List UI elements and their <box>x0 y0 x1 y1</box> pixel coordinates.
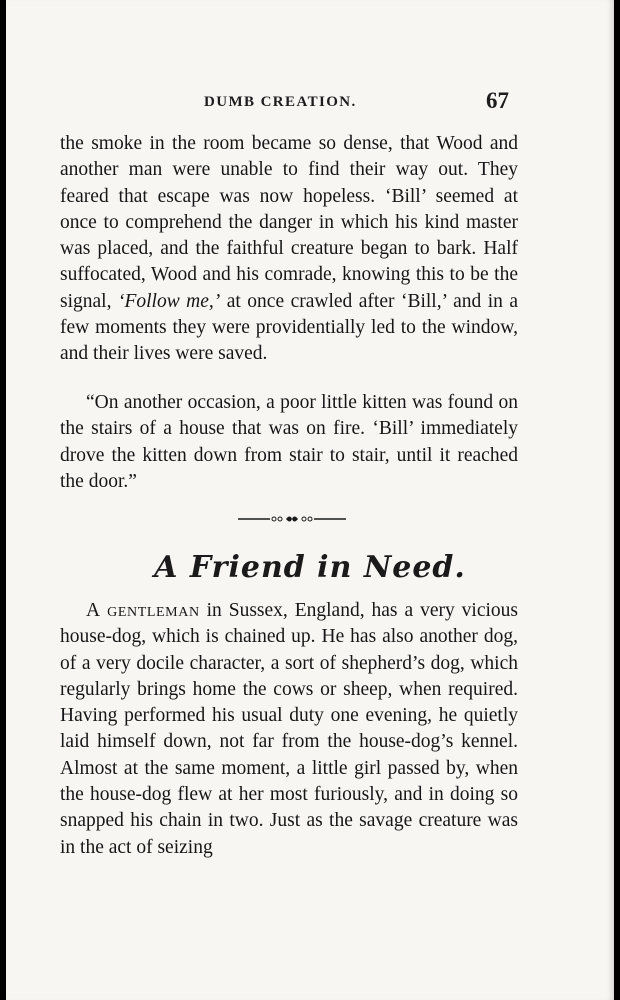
section-heading: A Friend in Need. <box>154 550 466 585</box>
page-header <box>6 88 614 114</box>
paragraph-text-end: at once crawled after ‘Bill,’ and in a few moments they were providentially led to the window, and their lives were saved. <box>60 290 519 365</box>
page-number: 67 <box>486 88 509 113</box>
paragraph-kitten <box>60 390 518 495</box>
book-page <box>6 0 614 1000</box>
paragraph-friend-in-need <box>60 598 518 861</box>
paragraph-text: the smoke in the room became so dense, that Wood and another man were unable to find their way out. They feared that escape was now hopeless. ‘Bill’ seemed at once to comprehend the danger in which his kind master was placed, and the faithful creature began to bark. Half suffocated, Wood and his comrade, knowing this to be the signal, <box>60 133 518 312</box>
paragraph-continued <box>60 131 518 368</box>
italic-phrase: ‘Follow me,’ <box>117 290 221 312</box>
ornamental-divider <box>238 512 346 526</box>
lead-in-small-caps: A gentleman <box>86 600 200 621</box>
paragraph-text: “On another occasion, a poor little kitten was found on the stairs of a house that was on fire. ‘Bill’ immediately drove the kitten down from stair to stair, until it reached the door.” <box>60 392 518 492</box>
running-title: DUMB CREATION. <box>204 94 357 110</box>
paragraph-text: in Sussex, England, has a very vicious house-dog, which is chained up. He has also another dog, of a very docile character, a sort of shepherd’s dog, which regularly brings home the cows or sheep, when required. Having performed his usual duty one evening, he quietly laid himself down, not far from the house-dog’s kennel. Almost at the same moment, a little girl passed by, when the house-dog flew at her most furiously, and in doing so snapped his chain in two. Just as the savage creature was in the act of seizing <box>60 600 518 858</box>
